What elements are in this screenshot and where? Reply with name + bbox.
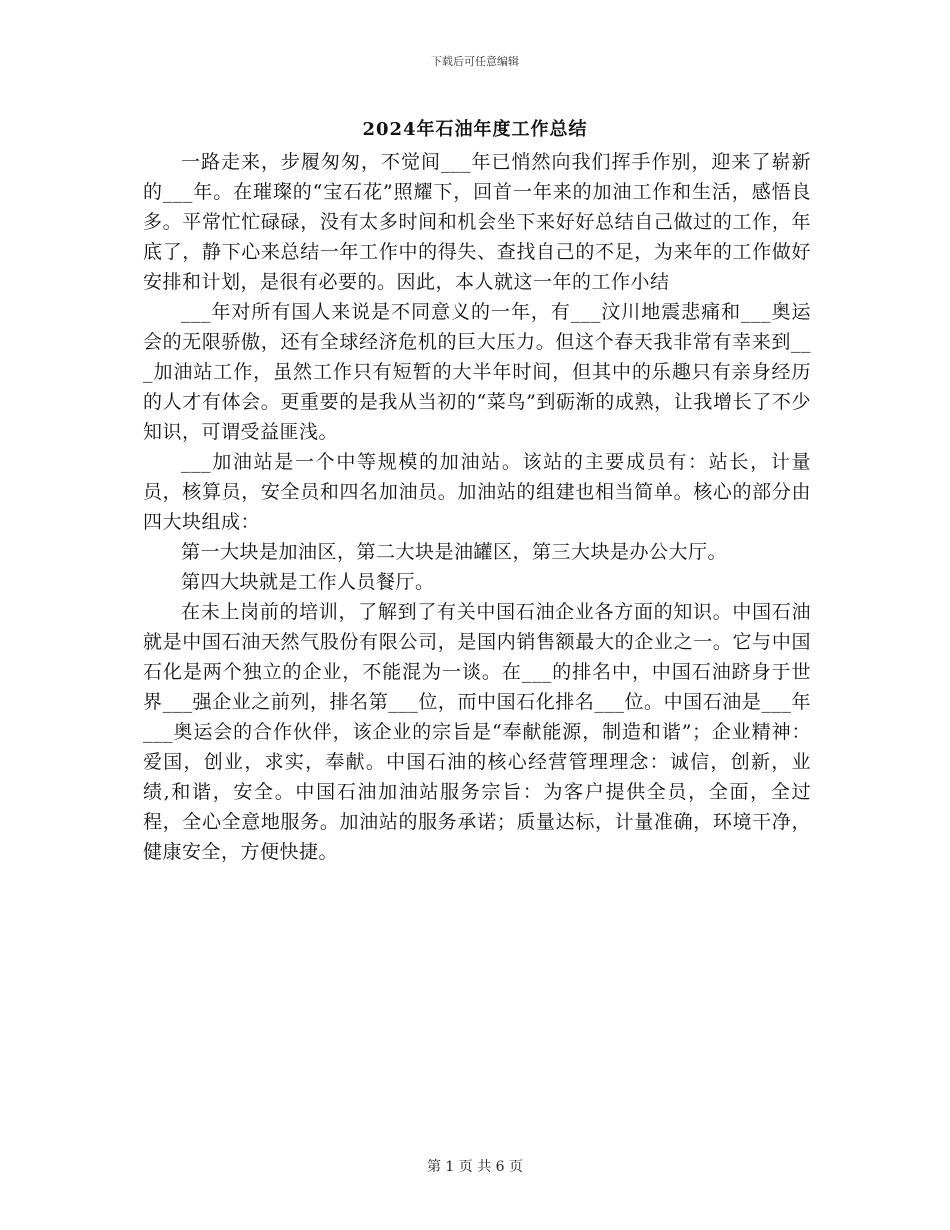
document-body [143, 147, 811, 867]
paragraph-station-blocks-2: 第四大块就是工作人员餐厅。 [181, 571, 435, 593]
document-title: 2024年石油年度工作总结 [362, 119, 588, 140]
paragraph-station-overview: ___加油站是一个中等规模的加油站。该站的主要成员有：站长，计量员，核算员，安全员和四名加油员。加油站的组建也相当简单。核心的部分由四大块组成： [143, 451, 811, 533]
page-number: 第 1 页 共 6 页 [426, 1159, 524, 1175]
paragraph-company-training: 在未上岗前的培训，了解到了有关中国石油企业各方面的知识。中国石油就是中国石油天然气股份有限公司，是国内销售额最大的企业之一。它与中国石化是两个独立的企业，不能混为一谈。在___的排名中，中国石油跻身于世界___强企业之前列，排名第___位，而中国石化排名___位。中国石油是___年___奥运会的合作伙伴，该企业的宗旨是“奉献能源，制造和谐”；企业精神：爱国，创业，求实，奉献。中国石油的核心经营管理理念：诚信，创新，业绩,和谐，安全。中国石油加油站服务宗旨：为客户提供全员，全面，全过程，全心全意地服务。加油站的服务承诺；质量达标，计量准确，环境干净，健康安全，方便快捷。 [143, 601, 811, 863]
header-note: 下载后可任意编辑 [431, 55, 519, 68]
paragraph-station-blocks-1: 第一大块是加油区，第二大块是油罐区，第三大块是办公大厅。 [181, 541, 728, 563]
paragraph-intro: 一路走来，步履匆匆，不觉间___年已悄然向我们挥手作别，迎来了崭新的___年。在璀璨的“宝石花”照耀下，回首一年来的加油工作和生活，感悟良多。平常忙忙碌碌，没有太多时间和机会坐下来好好总结自己做过的工作，年底了，静下心来总结一年工作中的得失、查找自己的不足，为来年的工作做好安排和计划，是很有必要的。因此，本人就这一年的工作小结 [143, 151, 811, 293]
paragraph-year-review: ___年对所有国人来说是不同意义的一年，有___汶川地震悲痛和___奥运会的无限骄傲，还有全球经济危机的巨大压力。但这个春天我非常有幸来到___加油站工作，虽然工作只有短暂的大半年时间，但其中的乐趣只有亲身经历的人才有体会。更重要的是我从当初的“菜鸟”到砺渐的成熟，让我增长了不少知识，可谓受益匪浅。 [143, 301, 811, 443]
